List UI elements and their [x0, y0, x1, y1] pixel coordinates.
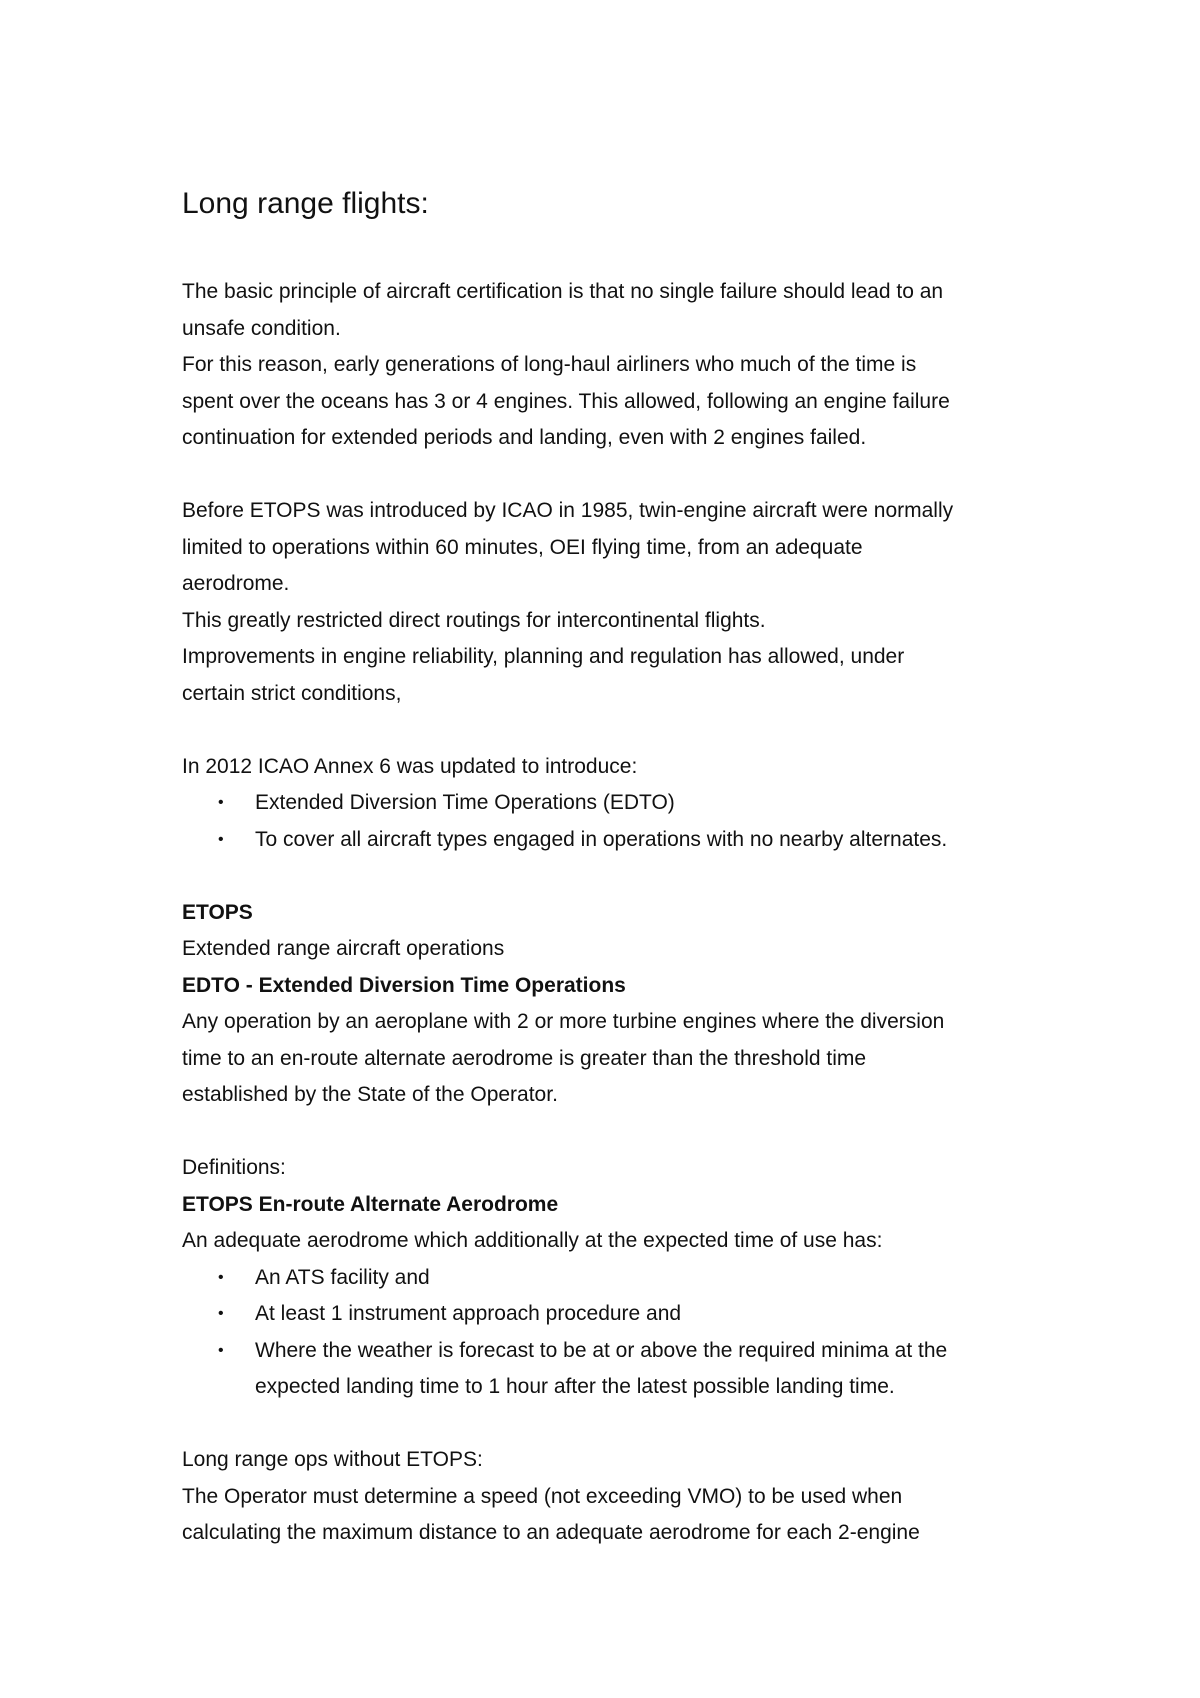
definitions-label: Definitions: [182, 1156, 286, 1179]
list-item-text: An ATS facility and [255, 1265, 430, 1289]
text-line: An adequate aerodrome which additionally at the expected time of use has: [182, 1229, 883, 1252]
text-line: This greatly restricted direct routings for intercontinental flights. [182, 608, 766, 632]
edto-heading: EDTO - Extended Diversion Time Operations [182, 973, 626, 997]
bullet-icon: • [218, 794, 224, 811]
section-etops-edto [182, 895, 1042, 1114]
text-line: continuation for extended periods and landing, even with 2 engines failed. [182, 426, 867, 449]
alternate-aerodrome-heading: ETOPS En-route Alternate Aerodrome [182, 1192, 559, 1216]
text-line: Any operation by an aeroplane with 2 or more turbine engines where the diversion [182, 1010, 945, 1033]
paragraph-gap [182, 858, 1042, 895]
text-line: For this reason, early generations of long-haul airliners who much of the time is [182, 353, 917, 376]
bullet-list-annex6 [182, 785, 1042, 858]
long-range-label: Long range ops without ETOPS: [182, 1448, 483, 1471]
text-line: limited to operations within 60 minutes, OEI flying time, from an adequate [182, 535, 863, 559]
text-line: The basic principle of aircraft certification is that no single failure should lead to an [182, 280, 944, 303]
text-line: Before ETOPS was introduced by ICAO in 1985, twin-engine aircraft were normally [182, 499, 954, 522]
text-line: aerodrome. [182, 572, 290, 595]
list-item [182, 1296, 1042, 1333]
text-line: established by the State of the Operator. [182, 1083, 558, 1106]
page-title: Long range flights: [182, 187, 429, 220]
paragraph-gap [182, 1406, 1042, 1443]
text-line: Improvements in engine reliability, planning and regulation has allowed, under [182, 645, 905, 668]
bullet-icon: • [218, 830, 224, 848]
paragraph-annex6 [182, 749, 1042, 859]
document-body [182, 178, 1042, 1552]
paragraph-certification [182, 274, 1042, 457]
text-line: unsafe condition. [182, 316, 341, 340]
text-line: time to an en-route alternate aerodrome is greater than the threshold time [182, 1046, 867, 1070]
list-item-text: Extended Diversion Time Operations (EDTO) [255, 791, 675, 814]
section-long-range-ops [182, 1442, 1042, 1552]
text-line: In 2012 ICAO Annex 6 was updated to introduce: [182, 754, 638, 778]
list-item-continuation [182, 1369, 1042, 1406]
list-item-text: expected landing time to 1 hour after the latest possible landing time. [255, 1375, 895, 1398]
list-item-text: At least 1 instrument approach procedure and [255, 1302, 682, 1325]
text-line: certain strict conditions, [182, 681, 402, 705]
etops-heading: ETOPS [182, 900, 253, 924]
bullet-list-alternate [182, 1260, 1042, 1406]
list-item [182, 1333, 1042, 1370]
list-item [182, 822, 1042, 859]
text-line: spent over the oceans has 3 or 4 engines. This allowed, following an engine failure [182, 389, 950, 413]
list-item-text: To cover all aircraft types engaged in operations with no nearby alternates. [255, 827, 948, 851]
bullet-icon: • [218, 1341, 224, 1359]
text-line: calculating the maximum distance to an adequate aerodrome for each 2-engine [182, 1521, 920, 1544]
list-item [182, 1260, 1042, 1297]
bullet-icon: • [218, 1305, 224, 1322]
paragraph-gap [182, 1114, 1042, 1151]
paragraph-gap [182, 457, 1042, 494]
text-line: Extended range aircraft operations [182, 937, 505, 960]
list-item [182, 785, 1042, 822]
text-line: The Operator must determine a speed (not exceeding VMO) to be used when [182, 1484, 903, 1508]
section-definitions [182, 1150, 1042, 1406]
paragraph-gap [182, 712, 1042, 749]
bullet-icon: • [218, 1268, 224, 1286]
list-item-text: Where the weather is forecast to be at or above the required minima at the [255, 1338, 948, 1362]
paragraph-etops-history [182, 493, 1042, 712]
